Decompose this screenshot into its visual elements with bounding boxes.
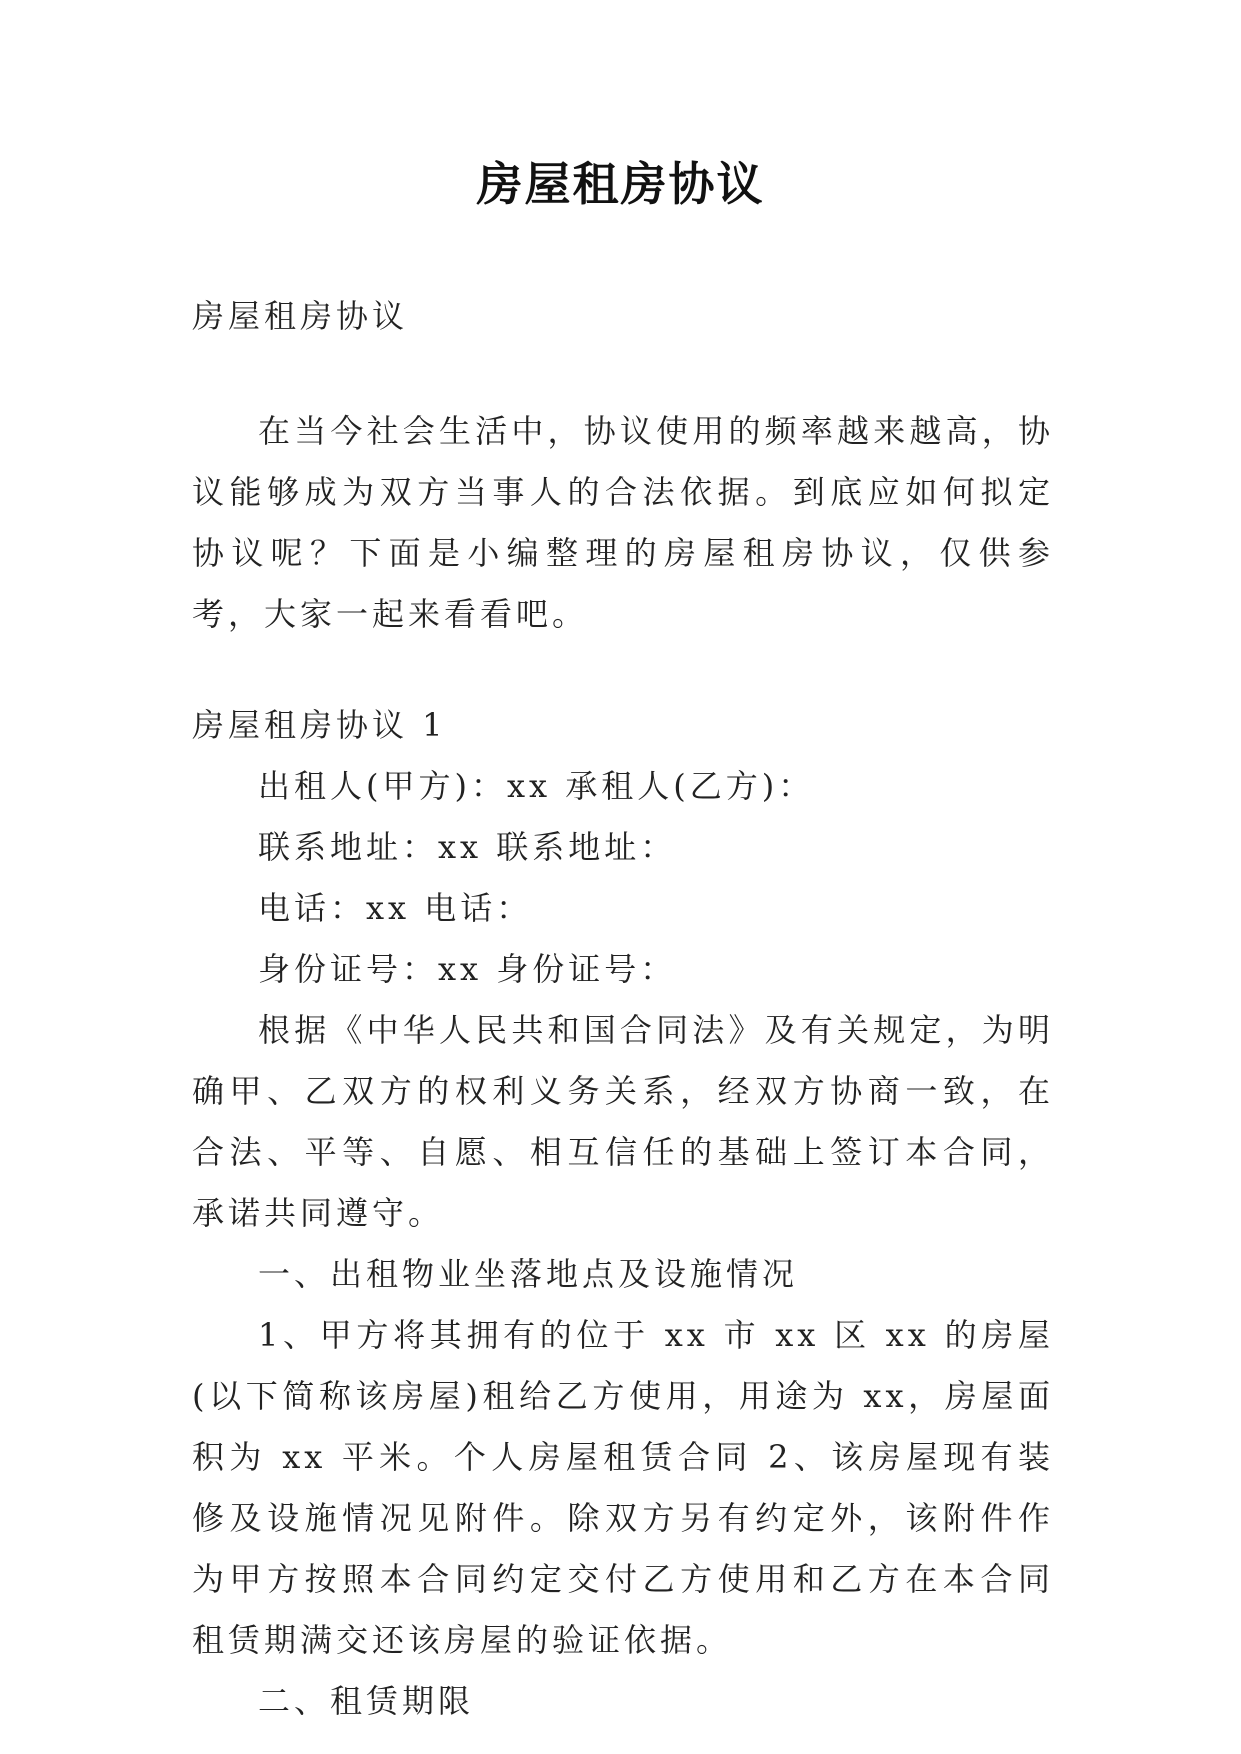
lessor-line: 出租人(甲方)：xx 承租人(乙方)： <box>258 767 815 805</box>
subtitle-text: 房屋租房协议 <box>192 297 409 335</box>
document-subtitle <box>192 286 1054 347</box>
intro-section <box>192 401 1054 645</box>
section-heading: 房屋租房协议 1 <box>192 706 447 744</box>
preamble-paragraph: 根据《中华人民共和国合同法》及有关规定，为明确甲、乙双方的权利义务关系，经双方协商一致，在合法、平等、自愿、相互信任的基础上签订本合同，承诺共同遵守。 <box>192 1011 1054 1232</box>
agreement-section-1 <box>192 695 1054 1732</box>
clause-2-heading: 二、租赁期限 <box>258 1682 475 1720</box>
document-title: 房屋租房协议 <box>476 157 765 211</box>
phone-line: 电话：xx 电话： <box>258 889 533 927</box>
address-line: 联系地址：xx 联系地址： <box>258 828 677 866</box>
clause-1-body: 1、甲方将其拥有的位于 xx 市 xx 区 xx 的房屋(以下简称该房屋)租给乙方使用，用途为 xx，房屋面积为 xx 平米。个人房屋租赁合同 2、该房屋现有装修及设施情况见附件。除双方另有约定外，该附件作为甲方按照本合同约定交付乙方使用和乙方在本合同租赁期满交还该房屋的验证依据。 <box>192 1316 1054 1659</box>
id-number-line: 身份证号：xx 身份证号： <box>258 950 677 988</box>
intro-paragraph: 在当今社会生活中，协议使用的频率越来越高，协议能够成为双方当事人的合法依据。到底应如何拟定协议呢？下面是小编整理的房屋租房协议，仅供参考，大家一起来看看吧。 <box>192 412 1054 633</box>
clause-1-heading: 一、出租物业坐落地点及设施情况 <box>258 1255 799 1293</box>
